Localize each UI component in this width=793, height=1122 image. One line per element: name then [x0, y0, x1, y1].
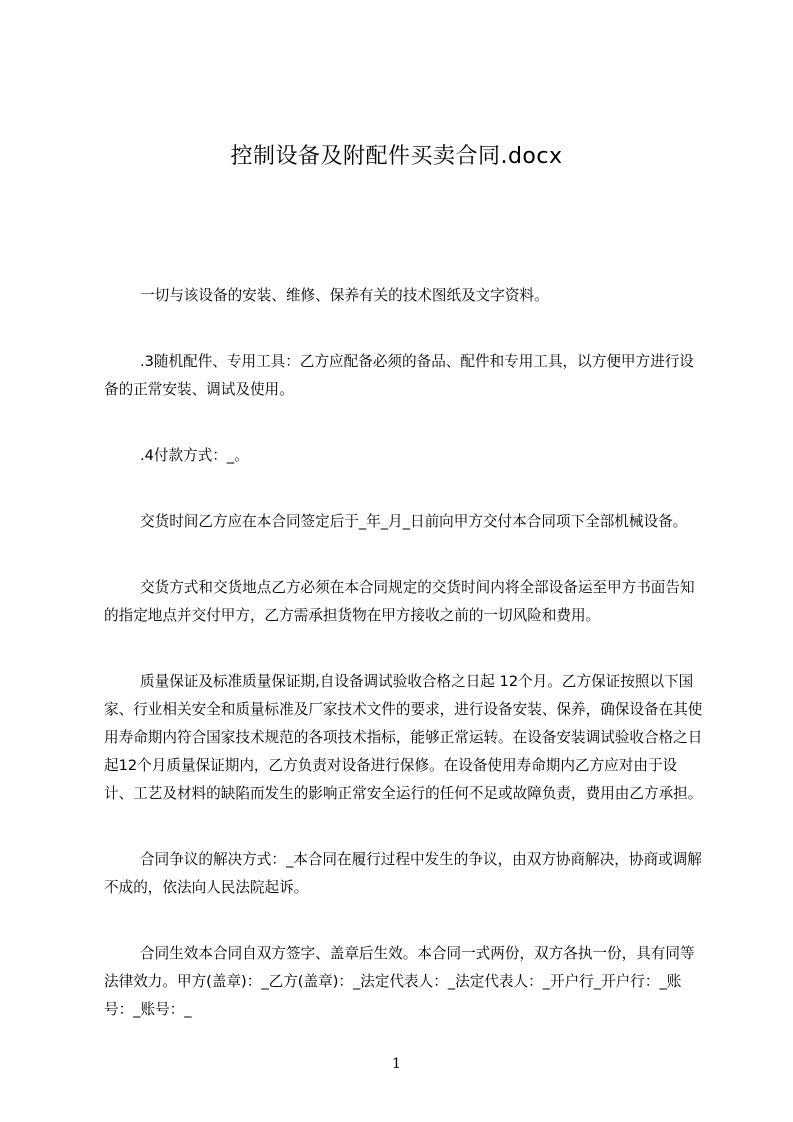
paragraph-delivery-time: 交货时间乙方应在本合同签定后于_年_月_日前向甲方交付本合同项下全部机械设备。 [140, 513, 688, 530]
document-body [104, 282, 704, 1062]
paragraph-dispute-resolution: 合同争议的解决方式：_本合同在履行过程中发生的争议，由双方协商解决，协商或调解不成的，依法向人民法院起诉。 [104, 851, 702, 896]
document-title: 控制设备及附配件买卖合同.docx [230, 144, 563, 169]
paragraph-contract-effect: 合同生效本合同自双方签字、盖章后生效。本合同一式两份，双方各执一份，具有同等法律效力。甲方(盖章)：_乙方(盖章)：_法定代表人：_法定代表人：_开户行_开户行：_账号：_账号：_ [104, 945, 695, 1018]
page-number: 1 [392, 1056, 401, 1072]
paragraph-payment-method: .4付款方式：_。 [140, 447, 249, 464]
paragraph-accessories-tools: .3随机配件、专用工具：乙方应配备必须的备品、配件和专用工具，以方便甲方进行设备的正常安装、调试及使用。 [104, 353, 694, 398]
paragraph-quality-warranty: 质量保证及标准质量保证期,自设备调试验收合格之日起 12个月。乙方保证按照以下国家、行业相关安全和质量标准及厂家技术文件的要求，进行设备安装、保养，确保设备在其使用寿命期内符合国家技术规范的各项技术指标，能够正常运转。在设备安装调试验收合格之日起12个月质量保证期内，乙方负责对设备进行保修。在设备使用寿命期内乙方应对由于设计、工艺及材料的缺陷而发生的影响正常安全运行的任何不足或故障负责，费用由乙方承担。 [104, 673, 703, 802]
paragraph-delivery-method: 交货方式和交货地点乙方必须在本合同规定的交货时间内将全部设备运至甲方书面告知的指定地点并交付甲方，乙方需承担货物在甲方接收之前的一切风险和费用。 [104, 579, 695, 624]
paragraph-technical-materials: 一切与该设备的安装、维修、保养有关的技术图纸及文字资料。 [140, 287, 549, 304]
